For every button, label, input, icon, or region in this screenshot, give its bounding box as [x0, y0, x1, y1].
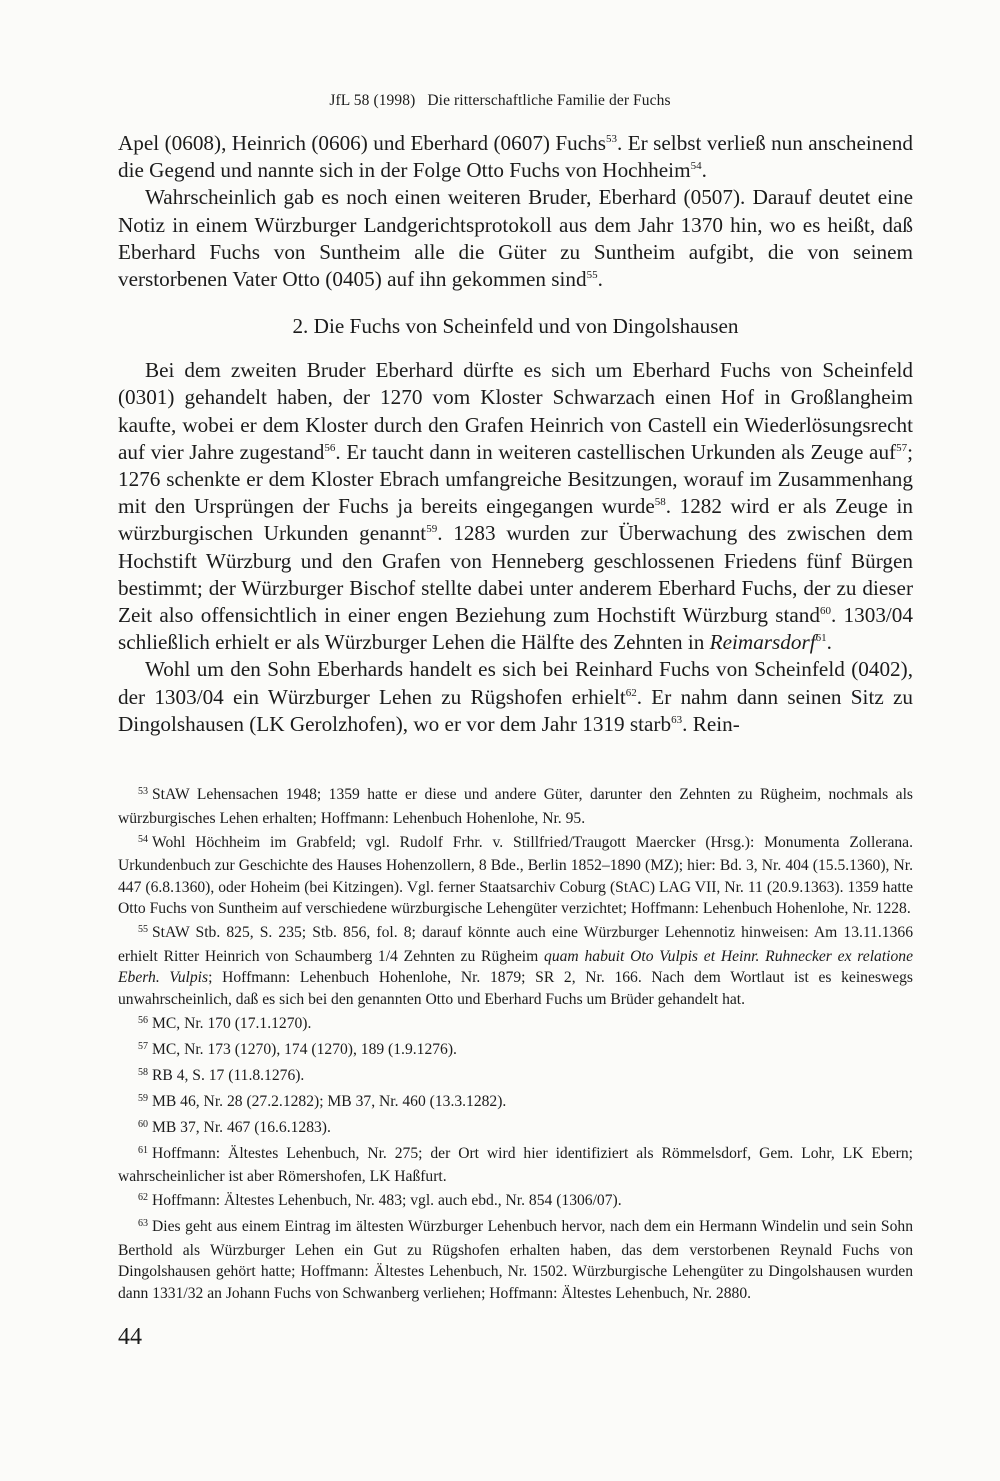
paragraph-text: . Er taucht dann in weiteren castellischen Urkunden als Zeuge auf: [335, 439, 897, 464]
footnote-number: 61: [138, 1144, 148, 1156]
paragraph-text: . 1282 wird er als Zeuge in würzburgischen Urkunden genannt: [118, 494, 913, 546]
place-name-italic: Reimarsdorf: [709, 630, 816, 655]
paragraph-text: ; 1276 schenkte er dem Kloster Ebrach umfangreiche Besitzungen, worauf im Zusammenhang mit den Ursprüngen der Fuchs ja bereits eingegangen wurde: [118, 439, 913, 519]
journal-reference: JfL 58 (1998): [329, 92, 416, 109]
footnote-61: [118, 1143, 913, 1188]
footnote-58: [118, 1065, 913, 1089]
fraction: 1/4: [377, 947, 398, 965]
paragraph-text: . 1283 wurden zur Überwachung des zwischen dem Hochstift Würzburg und den Grafen von Henneberg geschlossenen Friedens fünf Bürgen bestimmt; der Würzburger Bischof stellte dabei unter anderem Eberhard Fuchs, der zu dieser Zeit also offensichtlich in einer engen Beziehung zum Hochstift Würzburg stand: [118, 521, 913, 628]
footnote-ref: 56: [324, 441, 336, 454]
paragraph-text: Bei dem zweiten Bruder Eberhard dürfte es sich um Eberhard Fuchs von Scheinfeld (0301) gehandelt haben, der 1270 vom Kloster Schwarzach einen Hof in Großlangheim kaufte, wobei er dem Kloster durch den Grafen Heinrich von Castell ein Wiederlösungsrecht auf vier Jahre zugestand: [118, 358, 913, 464]
page-number: 44: [118, 1324, 142, 1350]
footnote-number: 62: [138, 1192, 148, 1203]
paragraph-text: . 1303/04 schließlich erhielt er als Würzburger Lehen die Hälfte des Zehnten in: [118, 603, 913, 655]
paragraph-text: . Er selbst verließ nun anscheinend die Gegend und nannte sich in der Folge Otto Fuchs von Hochheim: [118, 131, 913, 183]
footnote-number: 60: [138, 1118, 148, 1130]
paragraph-2: [118, 184, 913, 293]
footnote-ref: 58: [654, 496, 666, 509]
footnote-number: 57: [138, 1040, 148, 1052]
footnote-text: MB 37, Nr. 467 (16.6.1283).: [152, 1118, 331, 1136]
footnote-56: [118, 1013, 913, 1037]
footnote-ref: 61: [815, 632, 827, 645]
footnote-text: Hoffmann: Ältestes Lehenbuch, Nr. 483; vgl. auch ebd., Nr. 854 (1306/07).: [152, 1192, 622, 1209]
paragraph-text: . Er nahm dann seinen Sitz zu Dingolshausen (LK Gerolzhofen), wo er vor dem Jahr 1319 starb: [118, 684, 914, 736]
footnote-ref: 63: [671, 713, 683, 726]
footnote-text: StAW Stb. 825, S. 235; Stb. 856, fol. 8; darauf könnte auch eine Würzburger Lehennotiz hinweisen: Am 13.11.1366 erhielt Ritter Heinrich von Schaumberg: [118, 924, 913, 965]
paragraph-text: .: [701, 158, 707, 183]
paragraph-text: Wohl um den Sohn Eberhards handelt es sich bei Reinhard Fuchs von Scheinfeld (0402), der 1303/04 ein Würzburger Lehen zu Rügshofen erhielt: [118, 657, 913, 709]
paragraph-1: [118, 130, 913, 184]
footnote-number: 63: [138, 1218, 148, 1229]
footnote-number: 53: [138, 786, 148, 797]
footnote-ref: 54: [690, 160, 702, 173]
footnote-ref: 55: [586, 269, 598, 282]
footnote-text: Hoffmann: Ältestes Lehenbuch, Nr. 275; der Ort wird hier identifiziert als Römmelsdorf, Gem. Lohr, LK Ebern; wahrscheinlicher ist aber Römershofen, LK Haßfurt.: [118, 1144, 913, 1185]
footnote-text: MB 46, Nr. 28 (27.2.1282); MB 37, Nr. 460 (13.3.1282).: [152, 1092, 507, 1110]
footnote-ref: 60: [820, 605, 831, 618]
running-title: Die ritterschaftliche Familie der Fuchs: [427, 92, 671, 109]
footnote-53: [118, 784, 913, 829]
footnote-text: Wohl Höchheim im Grabfeld; vgl. Rudolf Frhr. v. Stillfried/Traugott Maercker (Hrsg.): Monumenta Zollerana. Urkundenbuch zur Geschichte des Hauses Hohenzollern, 8 Bde., Berlin 1852–1890 (MZ); hier: Bd. 3, Nr. 404 (15.5.1360), Nr. 447 (6.8.1360), oder Hoheim (bei Kitzingen). Vgl. ferner Staatsarchiv Coburg (StAC) LAG VII, Nr. 11 (20.9.1363). 1359 hatte Otto Fuchs von Suntheim auf verschiedene würzburgische Lehengüter verzichtet; Hoffmann: Lehenbuch Hohenlohe, Nr. 1228.: [118, 833, 913, 917]
footnote-text: RB 4, S. 17 (11.8.1276).: [152, 1066, 305, 1084]
footnote-text: Dies geht aus einem Eintrag im ältesten Würzburger Lehenbuch hervor, nach dem ein Hermann Windelin und sein Sohn Berthold als Würzburger Lehen ein Gut zu Rügshofen erhalten haben, das dem verstorbenen Reynald Fuchs von Dingolshausen gehört hatte; Hoffmann: Ältestes Lehenbuch, Nr. 1502. Würzburgische Lehengüter zu Dingolshausen wurden dann 1331/32 an Johann Fuchs von Schwanberg verliehen; Hoffmann: Ältestes Lehenbuch, Nr. 2880.: [118, 1218, 913, 1302]
footnote-55: [118, 922, 913, 1010]
paragraph-text: Wahrscheinlich gab es noch einen weiteren Bruder, Eberhard (0507). Darauf deutet eine Notiz in einem Würzburger Landgerichtsprotokoll aus dem Jahr 1370 hin, wo es heißt, daß Eberhard Fuchs von Suntheim alle die Güter zu Suntheim aufgibt, die von seinem verstorbenen Vater Otto (0405) auf ihn gekommen sind: [118, 185, 913, 292]
footnote-text: StAW Lehensachen 1948; 1359 hatte er diese und andere Güter, darunter den Zehnten zu Rügheim, nochmals als würzburgisches Lehen erhalten; Hoffmann: Lehenbuch Hohenlohe, Nr. 95.: [118, 786, 913, 827]
footnote-number: 55: [138, 924, 148, 935]
paragraph-text: .: [597, 267, 603, 292]
footnote-number: 59: [138, 1092, 148, 1104]
paragraph-text: . Rein-: [682, 711, 740, 736]
running-header: [0, 92, 1000, 110]
footnote-57: [118, 1039, 913, 1063]
footnote-62: [118, 1190, 913, 1214]
footnote-59: [118, 1091, 913, 1115]
footnote-ref: 53: [606, 133, 618, 145]
footnote-63: [118, 1216, 913, 1304]
section-heading: 2. Die Fuchs von Scheinfeld und von Dingolshausen: [292, 314, 739, 339]
latin-quote-italic: quam habuit Oto Vulpis et Heinr. Ruhnecker ex relatione Eberh. Vulpis: [118, 947, 914, 986]
footnote-ref: 57: [896, 441, 908, 454]
footnote-number: 54: [138, 833, 148, 845]
footnote-text: MC, Nr. 173 (1270), 174 (1270), 189 (1.9.1276).: [152, 1040, 457, 1058]
paragraph-text: Apel (0608), Heinrich (0606) und Eberhard (0607) Fuchs: [118, 131, 607, 155]
footnote-54: [118, 832, 913, 920]
footnote-ref: 59: [426, 523, 438, 536]
main-text: [118, 130, 913, 738]
footnote-number: 56: [138, 1014, 148, 1026]
footnote-ref: 62: [625, 686, 637, 699]
paragraph-text: .: [826, 630, 832, 655]
footnote-number: 58: [138, 1066, 148, 1078]
footnotes: [118, 784, 913, 1307]
footnote-text: MC, Nr. 170 (17.1.1270).: [152, 1014, 312, 1032]
paragraph-4: [118, 656, 913, 738]
paragraph-3: [118, 357, 913, 656]
footnote-text: ; Hoffmann: Lehenbuch Hohenlohe, Nr. 1879; SR 2, Nr. 166. Nach dem Wortlaut ist es keineswegs unwahrscheinlich, daß es sich bei den genannten Otto und Eberhard Fuchs um Brüder gehandelt hat.: [118, 969, 913, 1008]
footnote-60: [118, 1117, 913, 1141]
footnote-text: Zehnten zu Rügheim: [397, 947, 545, 965]
